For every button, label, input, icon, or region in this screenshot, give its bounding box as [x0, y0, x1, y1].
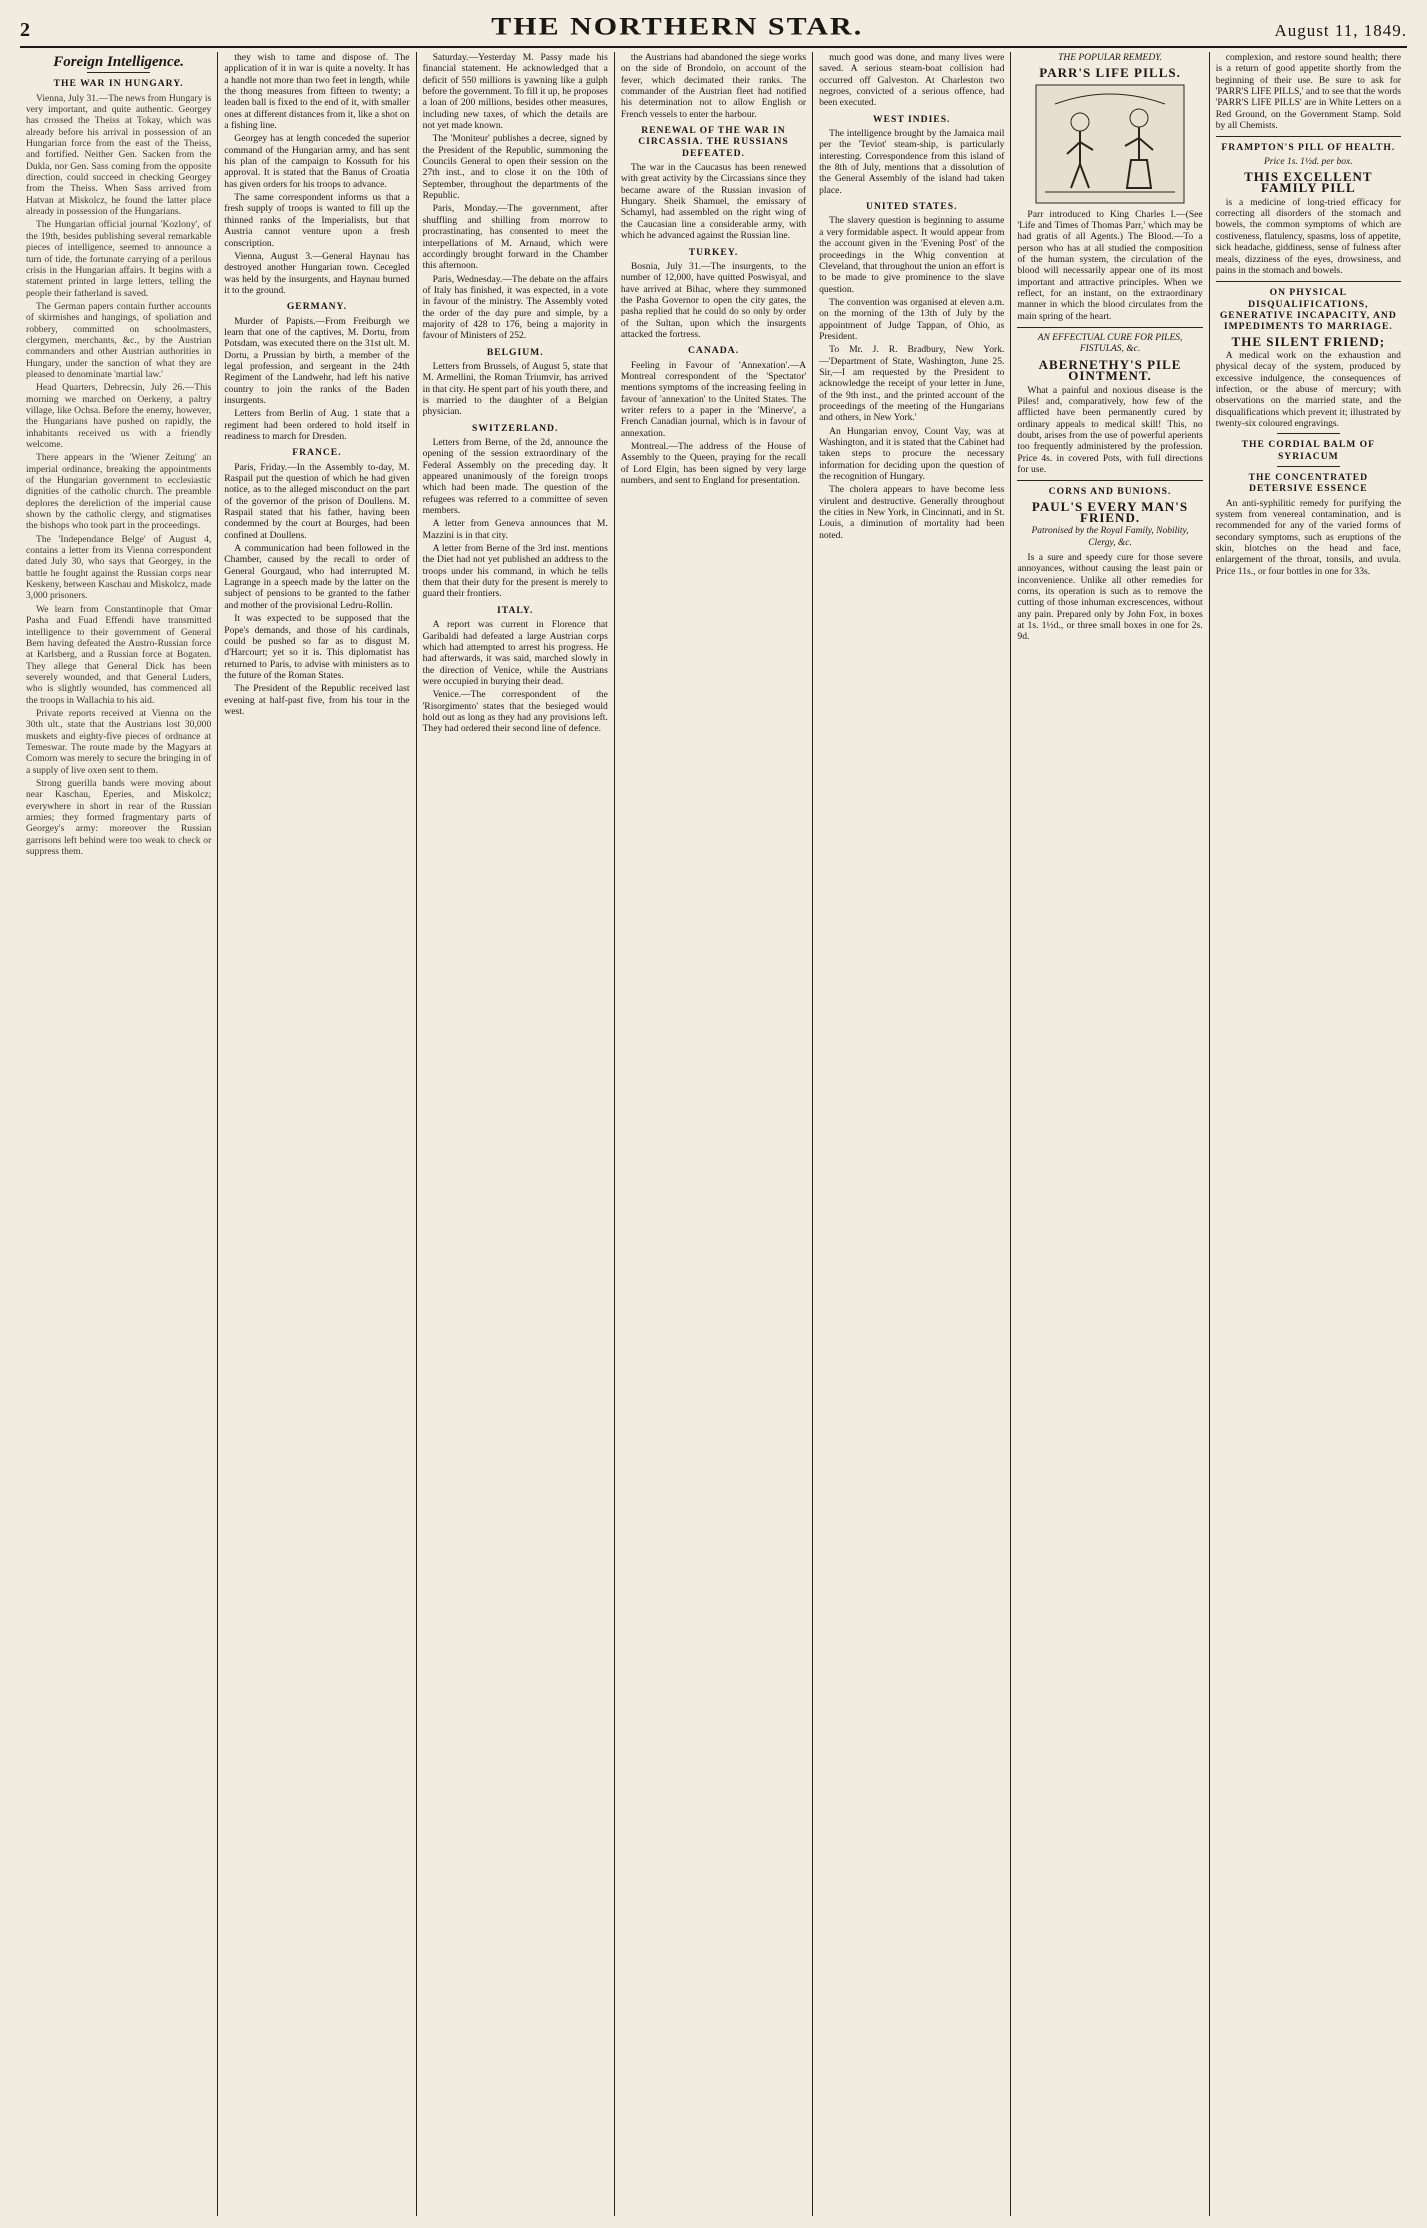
germany-heading: GERMANY.	[286, 301, 347, 313]
paragraph: Paris, Wednesday.—The debate on the affairs of Italy has finished, it was expected, in a vote in favour of the ministry. The Assembly voted the order of the day pure and simple, by a majority of 428 to 176, being a majority in favour of Ministers of 252.	[422, 273, 608, 342]
column-6	[1010, 52, 1208, 2216]
pauls-subtitle: Patronised by the Royal Family, Nobility, Clergy, &c.	[1031, 526, 1189, 548]
silent-friend-text: A medical work on the exhaustion and physical decay of the system, produced by excessive indulgence, the consequences of infection, or the abuse of mercury; with observations on the married state, and the disqualifications which prevent it; illustrated by twenty-six coloured engravings.	[1215, 349, 1401, 429]
column-1	[20, 52, 217, 2216]
paragraph: We learn from Constantinople that Omar Pasha and Fuad Effendi have transmitted intelligence to their government of General Bem having defeated the Austro-Russian force at Karlsberg, and a Russian force at Bogaten. They allege that General Dick has been severely wounded, and that General Luders, who is slightly wounded, has commenced all the troops in Wallachia to his aid.	[26, 603, 212, 706]
paragraph: The 'Moniteur' publishes a decree, signed by the President of the Republic, summoning the Councils General to open their session on the 27th inst., and to close it on the 10th of September, throughout the departments of the Republic.	[422, 133, 608, 202]
switzerland-heading: SWITZERLAND.	[472, 422, 559, 434]
paragraph: Letters from Berne, of the 2d, announce the opening of the session extraordinary of the Federal Assembly on the preceding day. It appeared unanimously of the foreign troops which had been made. The question of the refugees was referred to a committee of seven members.	[422, 437, 608, 517]
divider	[1277, 433, 1340, 434]
paragraph: Saturday.—Yesterday M. Passy made his financial statement. He acknowledged that a deficit of 550 millions is yawning like a gulph before the government. To fill it up, he proposes a loan of 200 millions, besides other measures, including new taxes, of which the details are not yet made known.	[422, 52, 608, 132]
paragraph: Georgey has at length conceded the superior command of the Hungarian army, and has sent his plan of the campaign to Kossuth for his approval. It is stated that the Banus of Croatia has given orders for his troops to advance.	[224, 133, 410, 190]
italy-heading: ITALY.	[497, 604, 534, 616]
paragraph: An Hungarian envoy, Count Vay, was at Washington, and it is stated that the Cabinet had taken steps to procure the necessary information for deciding upon the question of the recognition of Hungary.	[819, 425, 1005, 483]
paragraph: Murder of Papists.—From Freiburgh we learn that one of the captives, M. Dortu, from Potsdam, was executed there on the 31st ult. M. Dortu, a Prussian by birth, a member of the legal profession, and sergeant in the 24th Regiment of the Landwehr, had left his native country to join the ranks of the Baden insurgents.	[224, 315, 410, 406]
paragraph: To Mr. J. R. Bradbury, New York.—'Department of State, Washington, June 25. Sir,—I am requested by the President to acknowledge the receipt of your letter in June, of the 9th inst., and the printed account of the proceedings of the meeting of the Hungarians and others, in New York.'	[819, 344, 1005, 424]
page-number: 2	[20, 19, 30, 41]
paragraph: The same correspondent informs us that a fresh supply of troops is wanted to fill up the thinned ranks of the Imperialists, but that Austria cannot venture upon a fresh conscription.	[224, 192, 410, 249]
paragraph: It was expected to be supposed that the Pope's demands, and those of his cardinals, could be pushed so far as to disgust M. d'Harcourt; yet so it is. This diplomatist has returned to Paris, to advise with ministers as to the future of the Roman States.	[224, 613, 410, 681]
paragraph: The Hungarian official journal 'Kozlony', of the 19th, besides publishing several remarkable pieces of intelligence, seemed to announce a turn of tide, the fortunate carrying of a perilous crisis in the Hungarian affairs. It begins with a statement printed in large letters, telling the people their fatherland is saved.	[26, 219, 212, 299]
paragraph: A communication had been followed in the Chamber, caused by the recall to order of General Gourgaud, who had interrupted M. Lagrange in a speech made by the latter on the subject of pensions to be granted to the father and mother of the provisional Ledru-Rollin.	[224, 543, 410, 611]
parr-heading: THE POPULAR REMEDY.	[1058, 53, 1162, 63]
paragraph: The convention was organised at eleven a.m. on the morning of the 13th of July by the appointment of Judge Tappan, of Ohio, as President.	[819, 296, 1005, 342]
divider	[1216, 136, 1401, 137]
paragraph: The German papers contain further accounts of skirmishes and hangings, of spoliation and robbery, committed on schoolmasters, clergymen, merchants, &c., by the Austrian commanders and other Austrian authorities in Hungary, under the sanction of what they are pleased to denominate 'martial law.'	[26, 300, 212, 380]
parr-text: Parr introduced to King Charles I.—(See 'Life and Times of Thomas Parr,' which may be had gratis of all Agents.) The Blood.—To a person who has at all studied the composition of the human system, the circulation of the blood will necessarily appear one of its most important and attractive principles. When we reflect, for an instant, on the extraordinary manner in which the blood circulates from the main spring of the heart.	[1017, 208, 1203, 322]
masthead	[20, 10, 1407, 48]
turkey-heading: TURKEY.	[688, 246, 739, 258]
paragraph: Strong guerilla bands were moving about near Kaschau, Eperies, and Miskolcz; everywhere in short in rear of the Russian armies; they formed fragmentary parts of Georgey's army: moreover the Russian garrisons left behind were too weak to check or suppress them.	[26, 777, 212, 858]
paragraph: Vienna, July 31.—The news from Hungary is very important, and quite authentic. Georgey has crossed the Theiss at Tokay, which was already before his arrival in possession of an Hungarian force from the east of the Theiss, and fortified. Neither Gen. Sacken from the Dukla, nor Gen. Sass coming from the opposite direction, could succeed in checking Georgey from the Theiss. When Sass arrived from Hatvan at Miskolcz, he found the latter place already in possession of the Hungarians.	[26, 92, 212, 218]
parr-advert	[1017, 53, 1202, 204]
piles-heading: AN EFFECTUAL CURE FOR PILES, FISTULAS, &c.	[1037, 333, 1183, 355]
paragraph: Vienna, August 3.—General Haynau has destroyed another Hungarian town. Cecegled was held by the insurgents, and Haynau burned it to the ground.	[224, 250, 410, 296]
section-title: Foreign Intelligence.	[53, 54, 185, 70]
engraving-illustration	[1035, 84, 1185, 204]
paragraph: Venice.—The correspondent of the 'Risorgimento' states that the besieged would hold out as long as they had any provisions left. They had ordered their second line of defence.	[422, 689, 608, 735]
column-7	[1209, 52, 1407, 2216]
column-3	[416, 52, 614, 2216]
silent-friend-title: THE SILENT FRIEND;	[1231, 333, 1386, 349]
paragraph: Paris, Monday.—The government, after shuffling and shilling from morrow to procrastinating, has consented to meet the interpellations of M. Arnaud, which were accordingly brought forward in the Chamber this afternoon.	[422, 203, 608, 272]
article-body	[26, 93, 211, 858]
paragraph: much good was done, and many lives were saved. A serious steam-boat collision had occurred off Galveston. At Charleston two negroes, convicted of a serious offence, had been executed.	[819, 52, 1005, 109]
canada-heading: CANADA.	[688, 345, 739, 357]
paragraph: Head Quarters, Debrecsin, July 26.—This morning we marched on Oerkeny, a paltry village, like Ochsa. Before the enemy, however, the Hungarians have pushed on rapidly, the inhabitants received us with a friendly welcome.	[26, 382, 212, 450]
columns	[20, 52, 1407, 2216]
paragraph: Feeling in Favour of 'Annexation'.—A Montreal correspondent of the 'Spectator' mentions symptoms of the increasing feeling in favour of 'annexation' to the United States. The writer refers to a paper in the 'Minerve', a French Canadian journal, which is in favour of annexation.	[620, 359, 807, 439]
column-2	[217, 52, 415, 2216]
column-4	[614, 52, 812, 2216]
abernethy-title: ABERNETHY'S PILE OINTMENT.	[1038, 356, 1182, 384]
paragraph: The intelligence brought by the Jamaica mail per the 'Teviot' steam-ship, is particularly interesting. Correspondence from this island of the 8th of July, mentions that a dissolution of the General Assembly of the island had taken place.	[819, 128, 1005, 196]
divider	[1017, 480, 1202, 481]
paragraph: Bosnia, July 31.—The insurgents, to the number of 12,000, have quitted Poswisyal, and have arrived at Bihac, where they summoned the Pasha Governor to open the city gates, the pasha replied that he could do so only by order of the Sultan, upon which the insurgents attacked the fortress.	[620, 260, 807, 340]
paragraph: Montreal.—The address of the House of Assembly to the Queen, praying for the recall of Lord Elgin, has been signed by very large numbers, and sent to England for presentation.	[620, 441, 807, 487]
paragraph: Letters from Brussels, of August 5, state that M. Armellini, the Roman Triumvir, has arrived in that city. He spent part of his youth there, and is married to the daughter of a Belgian physician.	[422, 360, 608, 418]
france-heading: FRANCE.	[292, 447, 342, 459]
belgium-heading: BELGIUM.	[486, 346, 544, 358]
frampton-heading: FRAMPTON'S PILL OF HEALTH.	[1221, 142, 1396, 154]
west-indies-heading: WEST INDIES.	[873, 113, 951, 125]
column-5	[812, 52, 1010, 2216]
divider	[87, 72, 150, 73]
abernethy-text: What a painful and noxious disease is the Piles! and, comparatively, how few of the afflicted have been permanently cured by ordinary appeals to medical skill! This, no doubt, arises from the use of powerful aperients too frequently administered by the profession. Price 4s. in covered Pots, with full directions for use.	[1017, 384, 1203, 475]
frampton-title: THIS EXCELLENT FAMILY PILL	[1244, 169, 1373, 196]
paragraph: they wish to tame and dispose of. The application of it in war is quite a novelty. It has a handle not more than two feet in length, while the thong measures from fifteen to twenty; a leaden ball is fixed to the end of it, with smaller ones at different distances from it, like a shot on a fishing line.	[224, 52, 410, 132]
paragraph: the Austrians had abandoned the siege works on the side of Brondolo, on account of the fever, which decimated their ranks. The commander of the Austrian fleet had notified his determination not to allow English or French vessels to enter the harbour.	[620, 52, 807, 120]
detersive-heading: THE CONCENTRATED DETERSIVE ESSENCE	[1248, 472, 1369, 495]
russia-heading: RENEWAL OF THE WAR IN CIRCASSIA. THE RUSSIANS DEFEATED.	[638, 125, 789, 159]
paragraph: A letter from Berne of the 3rd inst. mentions the Diet had not yet published an address to the troops under his command, in which he tells them that their duty for the present is merely to guard their frontiers.	[422, 543, 608, 600]
frampton-text: is a medicine of long-tried efficacy for correcting all disorders of the stomach and bowels, the common symptoms of which are costiveness, flatulency, spasms, loss of appetite, sick headache, giddiness, sense of fulness after meals, dizziness of the eyes, drowsiness, and pains in the stomach and bowels.	[1215, 196, 1401, 276]
paragraph: The 'Independance Belge' of August 4, contains a letter from its Vienna correspondent dated July 30, who says that Georgey, in the battle he fought against the Russian corps near Keskeny, between Kaschau and Miskolcz, made 3,000 prisoners.	[26, 533, 212, 602]
frampton-price: Price 1s. 1½d. per box.	[1264, 156, 1353, 167]
syriacum-heading: THE CORDIAL BALM OF SYRIACUM	[1241, 439, 1375, 462]
detersive-text: An anti-syphilitic remedy for purifying the system from venereal contamination, and is recommended for any of the varied forms of secondary symptoms, such as eruptions of the skin, blotches on the head and face, enlargement of the throat, tonsils, and uvula. Price 11s., or four bottles in one for 33s.	[1215, 497, 1401, 577]
issue-date: August 11, 1849.	[1274, 21, 1407, 40]
paragraph: A report was current in Florence that Garibaldi had defeated a large Austrian corps which had attempted to arrest his progress. He had afterwards, it was said, marched slowly in the direction of Venice, while the Austrians were occupied in burying their dead.	[422, 619, 608, 687]
parr-title: PARR'S LIFE PILLS.	[1039, 65, 1181, 81]
paragraph: Paris, Friday.—In the Assembly to-day, M. Raspail put the question of which he had given notice, as to the alleged misconduct on the part of the governor of the prison of Doullens. M. Raspail stated that his father, having been condemned by the court at Bourges, had been confined at Doullens.	[224, 461, 410, 541]
paragraph: The slavery question is beginning to assume a very formidable aspect. It would appear from the account given in the 'Evening Post' of the proceedings in the Whig convention at Cleveland, that throughout the union an effort is to be made to give prominence to the slave question.	[819, 215, 1005, 295]
paragraph: The war in the Caucasus has been renewed with great activity by the Circassians since they became aware of the Russian invasion of Hungary. Sheik Shamuel, the emissary of Schamyl, had assembled on the right wing of the Caucasian line a considerable army, with which he advanced against the Russian line.	[620, 162, 807, 242]
corns-heading: CORNS AND BUNIONS.	[1048, 486, 1172, 498]
divider	[1277, 466, 1340, 467]
paragraph: The President of the Republic received last evening at half-past five, from his tour in the west.	[224, 683, 410, 717]
parr-continued-text: complexion, and restore sound health; there is a return of good appetite shortly from the beginning of their use. Be sure to ask for 'PARR'S LIFE PILLS,' and to see that the words 'PARR'S LIFE PILLS' are in White Letters on a Red Ground, on the Government Stamp. Sold by all Chemists.	[1215, 52, 1401, 132]
paragraph: Letters from Berlin of Aug. 1 state that a regiment had been ordered to hold itself in readiness to march for Dresden.	[224, 408, 410, 442]
war-heading: THE WAR IN HUNGARY.	[53, 78, 184, 90]
paragraph: The cholera appears to have become less virulent and destructive. Generally throughout the cities in New York, in Cincinnati, and in St. Louis, a diminution of mortality had been noted.	[819, 484, 1005, 541]
paragraph: A letter from Geneva announces that M. Mazzini is in that city.	[422, 518, 608, 541]
united-states-heading: UNITED STATES.	[866, 201, 958, 213]
pauls-title: PAUL'S EVERY MAN'S FRIEND.	[1031, 498, 1189, 525]
divider	[1216, 281, 1401, 282]
divider	[1017, 327, 1202, 328]
physical-heading: ON PHYSICAL DISQUALIFICATIONS, GENERATIVE INCAPACITY, AND IMPEDIMENTS TO MARRIAGE.	[1219, 287, 1397, 333]
pauls-text: Is a sure and speedy cure for those severe annoyances, without causing the least pain or inconvenience. Unlike all other remedies for corns, its operation is such as to remove the cutting of those inhuman excrescences, without any pain. Prepared only by John Fox, in boxes at 1s. 1½d., or three small boxes in one for 2s. 9d.	[1017, 551, 1203, 643]
paragraph: Private reports received at Vienna on the 30th ult., state that the Austrians lost 30,000 muskets and eighty-five pieces of ordnance at Temeswar. The route made by the Magyars at Comorn was merely to secure the bringing in of a supply of live oxen sent to them.	[26, 707, 212, 776]
paper-title: THE NORTHERN STAR.	[491, 12, 864, 41]
paragraph: There appears in the 'Wiener Zeitung' an imperial ordinance, breaking the appointments of the Hungarian government to ecclesiastic dignities of the catholic church. The preamble deplores the dereliction of the imperial cause shown by the catholic clergy, and stigmatises the bishops who took part in the proceedings.	[26, 452, 212, 532]
